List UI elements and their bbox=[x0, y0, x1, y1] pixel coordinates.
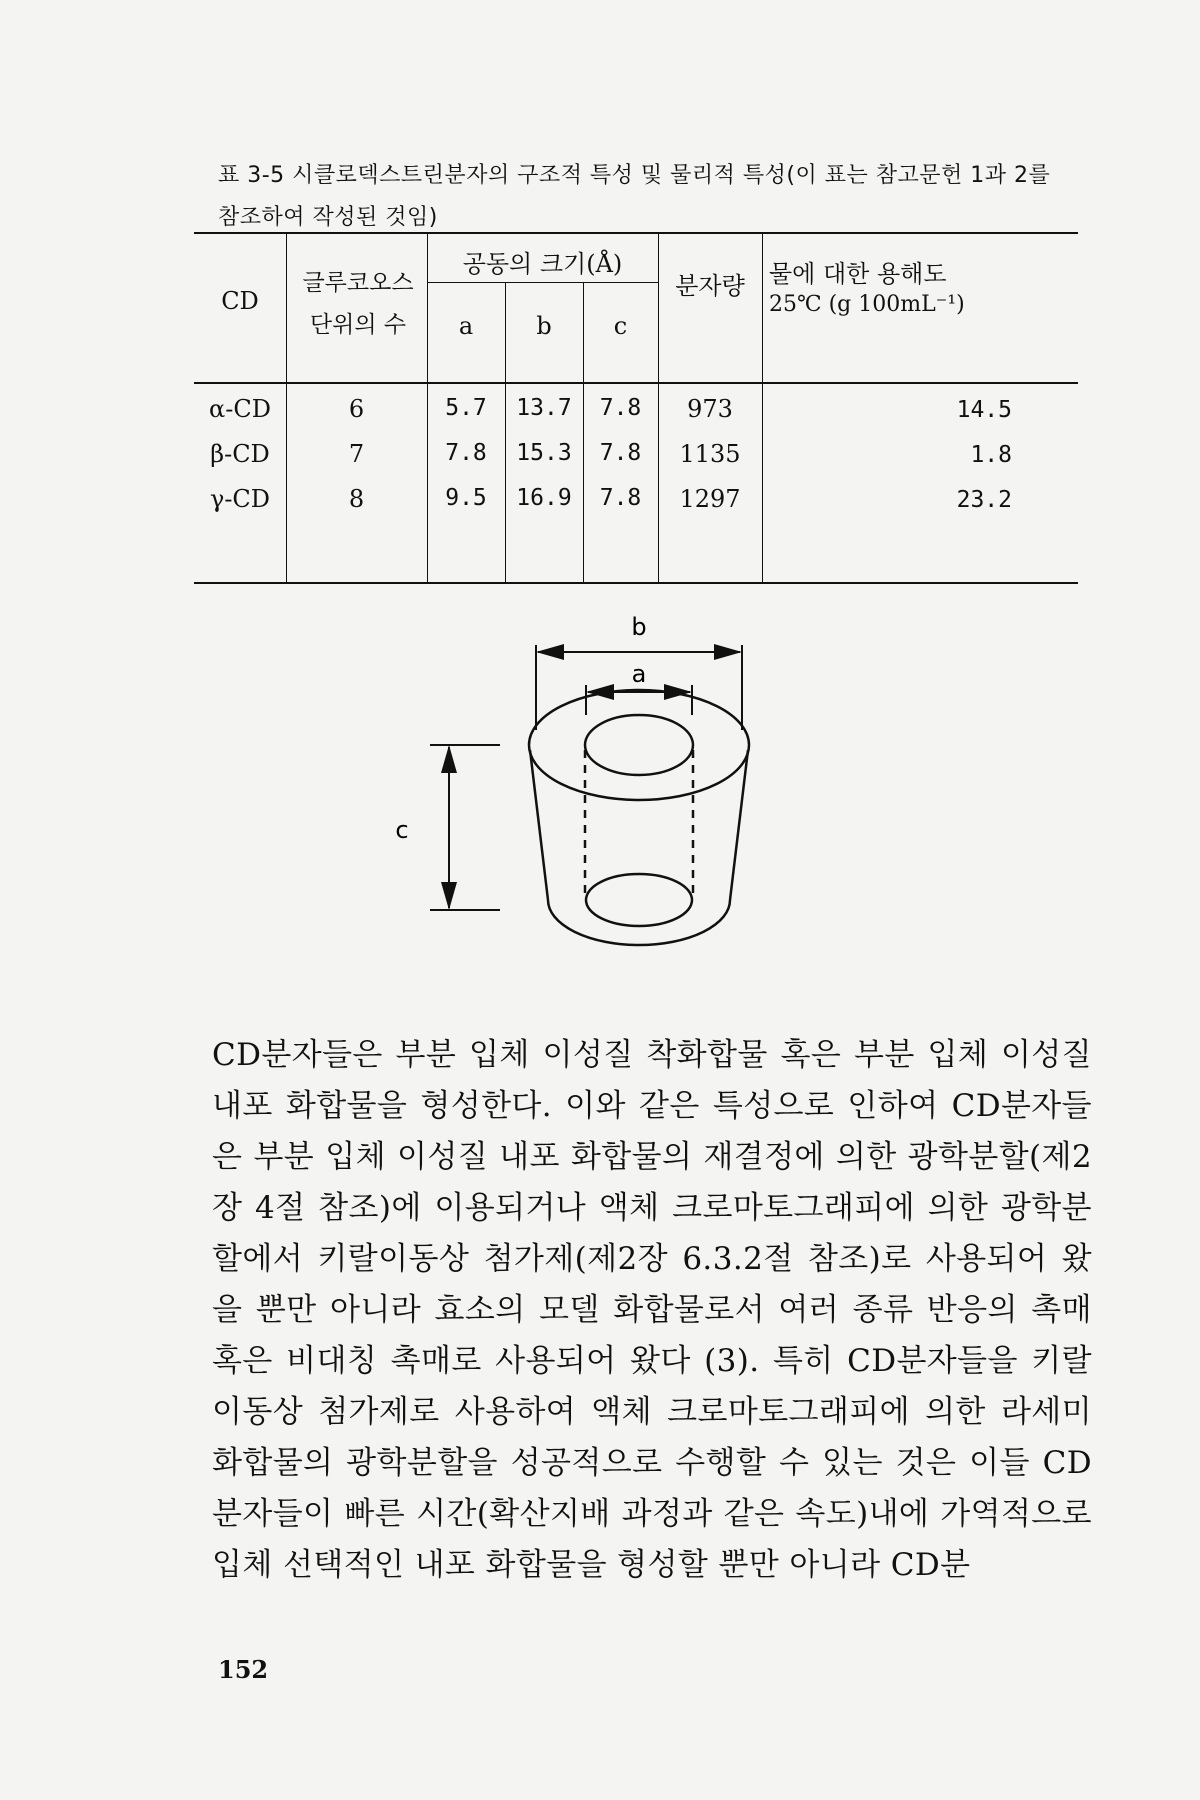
label-c: c bbox=[395, 816, 409, 844]
body-text bbox=[212, 1030, 1092, 1591]
header-cd: CD bbox=[221, 287, 259, 315]
cyclodextrin-torus-diagram bbox=[395, 613, 780, 980]
row-beta-a: 7.8 bbox=[445, 440, 487, 466]
row-gamma-glucose: 8 bbox=[348, 485, 365, 513]
header-cavity-size: 공동의 크기(Å) bbox=[462, 250, 623, 278]
row-alpha-mw: 973 bbox=[687, 395, 733, 423]
row-alpha-solubility: 14.5 bbox=[956, 397, 1012, 423]
inner-bottom-rim bbox=[586, 874, 692, 926]
outer-top-rim bbox=[529, 690, 749, 800]
row-alpha-c: 7.8 bbox=[599, 395, 642, 421]
row-gamma-solubility: 23.2 bbox=[956, 487, 1012, 513]
label-a: a bbox=[631, 660, 647, 688]
row-gamma-a: 9.5 bbox=[445, 485, 487, 511]
page-number: 152 bbox=[218, 1655, 269, 1684]
outer-bottom-rim bbox=[548, 900, 730, 945]
row-gamma-mw: 1297 bbox=[679, 485, 741, 513]
row-gamma-c: 7.8 bbox=[599, 485, 642, 511]
row-alpha-b: 13.7 bbox=[516, 395, 572, 421]
header-c: c bbox=[613, 312, 628, 340]
inner-top-rim bbox=[585, 715, 693, 775]
header-glucose-units: 글루코오스 단위의 수 bbox=[302, 270, 414, 338]
row-beta-b: 15.3 bbox=[516, 440, 572, 466]
header-solubility-line2: 25℃ (g 100mL⁻¹) bbox=[769, 292, 965, 317]
header-b: b bbox=[536, 312, 552, 340]
torus-svg bbox=[395, 613, 780, 980]
row-alpha-glucose: 6 bbox=[348, 395, 365, 423]
header-a: a bbox=[458, 312, 474, 340]
row-alpha-cd: α-CD bbox=[209, 395, 271, 423]
row-gamma-cd: γ-CD bbox=[209, 485, 271, 513]
row-beta-solubility: 1.8 bbox=[970, 442, 1012, 468]
row-beta-c: 7.8 bbox=[599, 440, 642, 466]
row-beta-mw: 1135 bbox=[679, 440, 741, 468]
row-alpha-a: 5.7 bbox=[445, 395, 487, 421]
table-caption: 표 3-5 시클로덱스트린분자의 구조적 특성 및 물리적 특성(이 표는 참고문헌 1과 2를 참조하여 작성된 것임) bbox=[218, 163, 1051, 230]
cd-properties-table bbox=[194, 232, 1078, 584]
label-b: b bbox=[631, 613, 647, 641]
header-molecular-weight: 분자량 bbox=[675, 272, 745, 300]
row-beta-cd: β-CD bbox=[210, 440, 270, 468]
row-beta-glucose: 7 bbox=[348, 440, 365, 468]
header-solubility-line1: 물에 대한 용해도 bbox=[769, 260, 947, 288]
row-gamma-b: 16.9 bbox=[516, 485, 572, 511]
body-paragraph: CD분자들은 부분 입체 이성질 착화합물 혹은 부분 입체 이성질 내포 화합물을 형성한다. 이와 같은 특성으로 인하여 CD분자들은 부분 입체 이성질 내포 화합물의 재결정에 의한 광학분할(제2장 4절 참조)에 이용되거나 액체 크로마토그래피에 의한 광학분할에서 키랄이동상 첨가제(제2장 6.3.2절 참조)로 사용되어 왔을 뿐만 아니라 효소의 모델 화합물로서 여러 종류 반응의 촉매 혹은 비대칭 촉매로 사용되어 왔다 (3). 특히 CD분자들을 키랄이동상 첨가제로 사용하여 액체 크로마토그래피에 의한 라세미 화합물의 광학분할을 성공적으로 수행할 수 있는 것은 이들 CD분자들이 빠른 시간(확산지배 과정과 같은 속도)내에 가역적으로 입체 선택적인 내포 화합물을 형성할 뿐만 아니라 CD분 bbox=[212, 1037, 1092, 1583]
